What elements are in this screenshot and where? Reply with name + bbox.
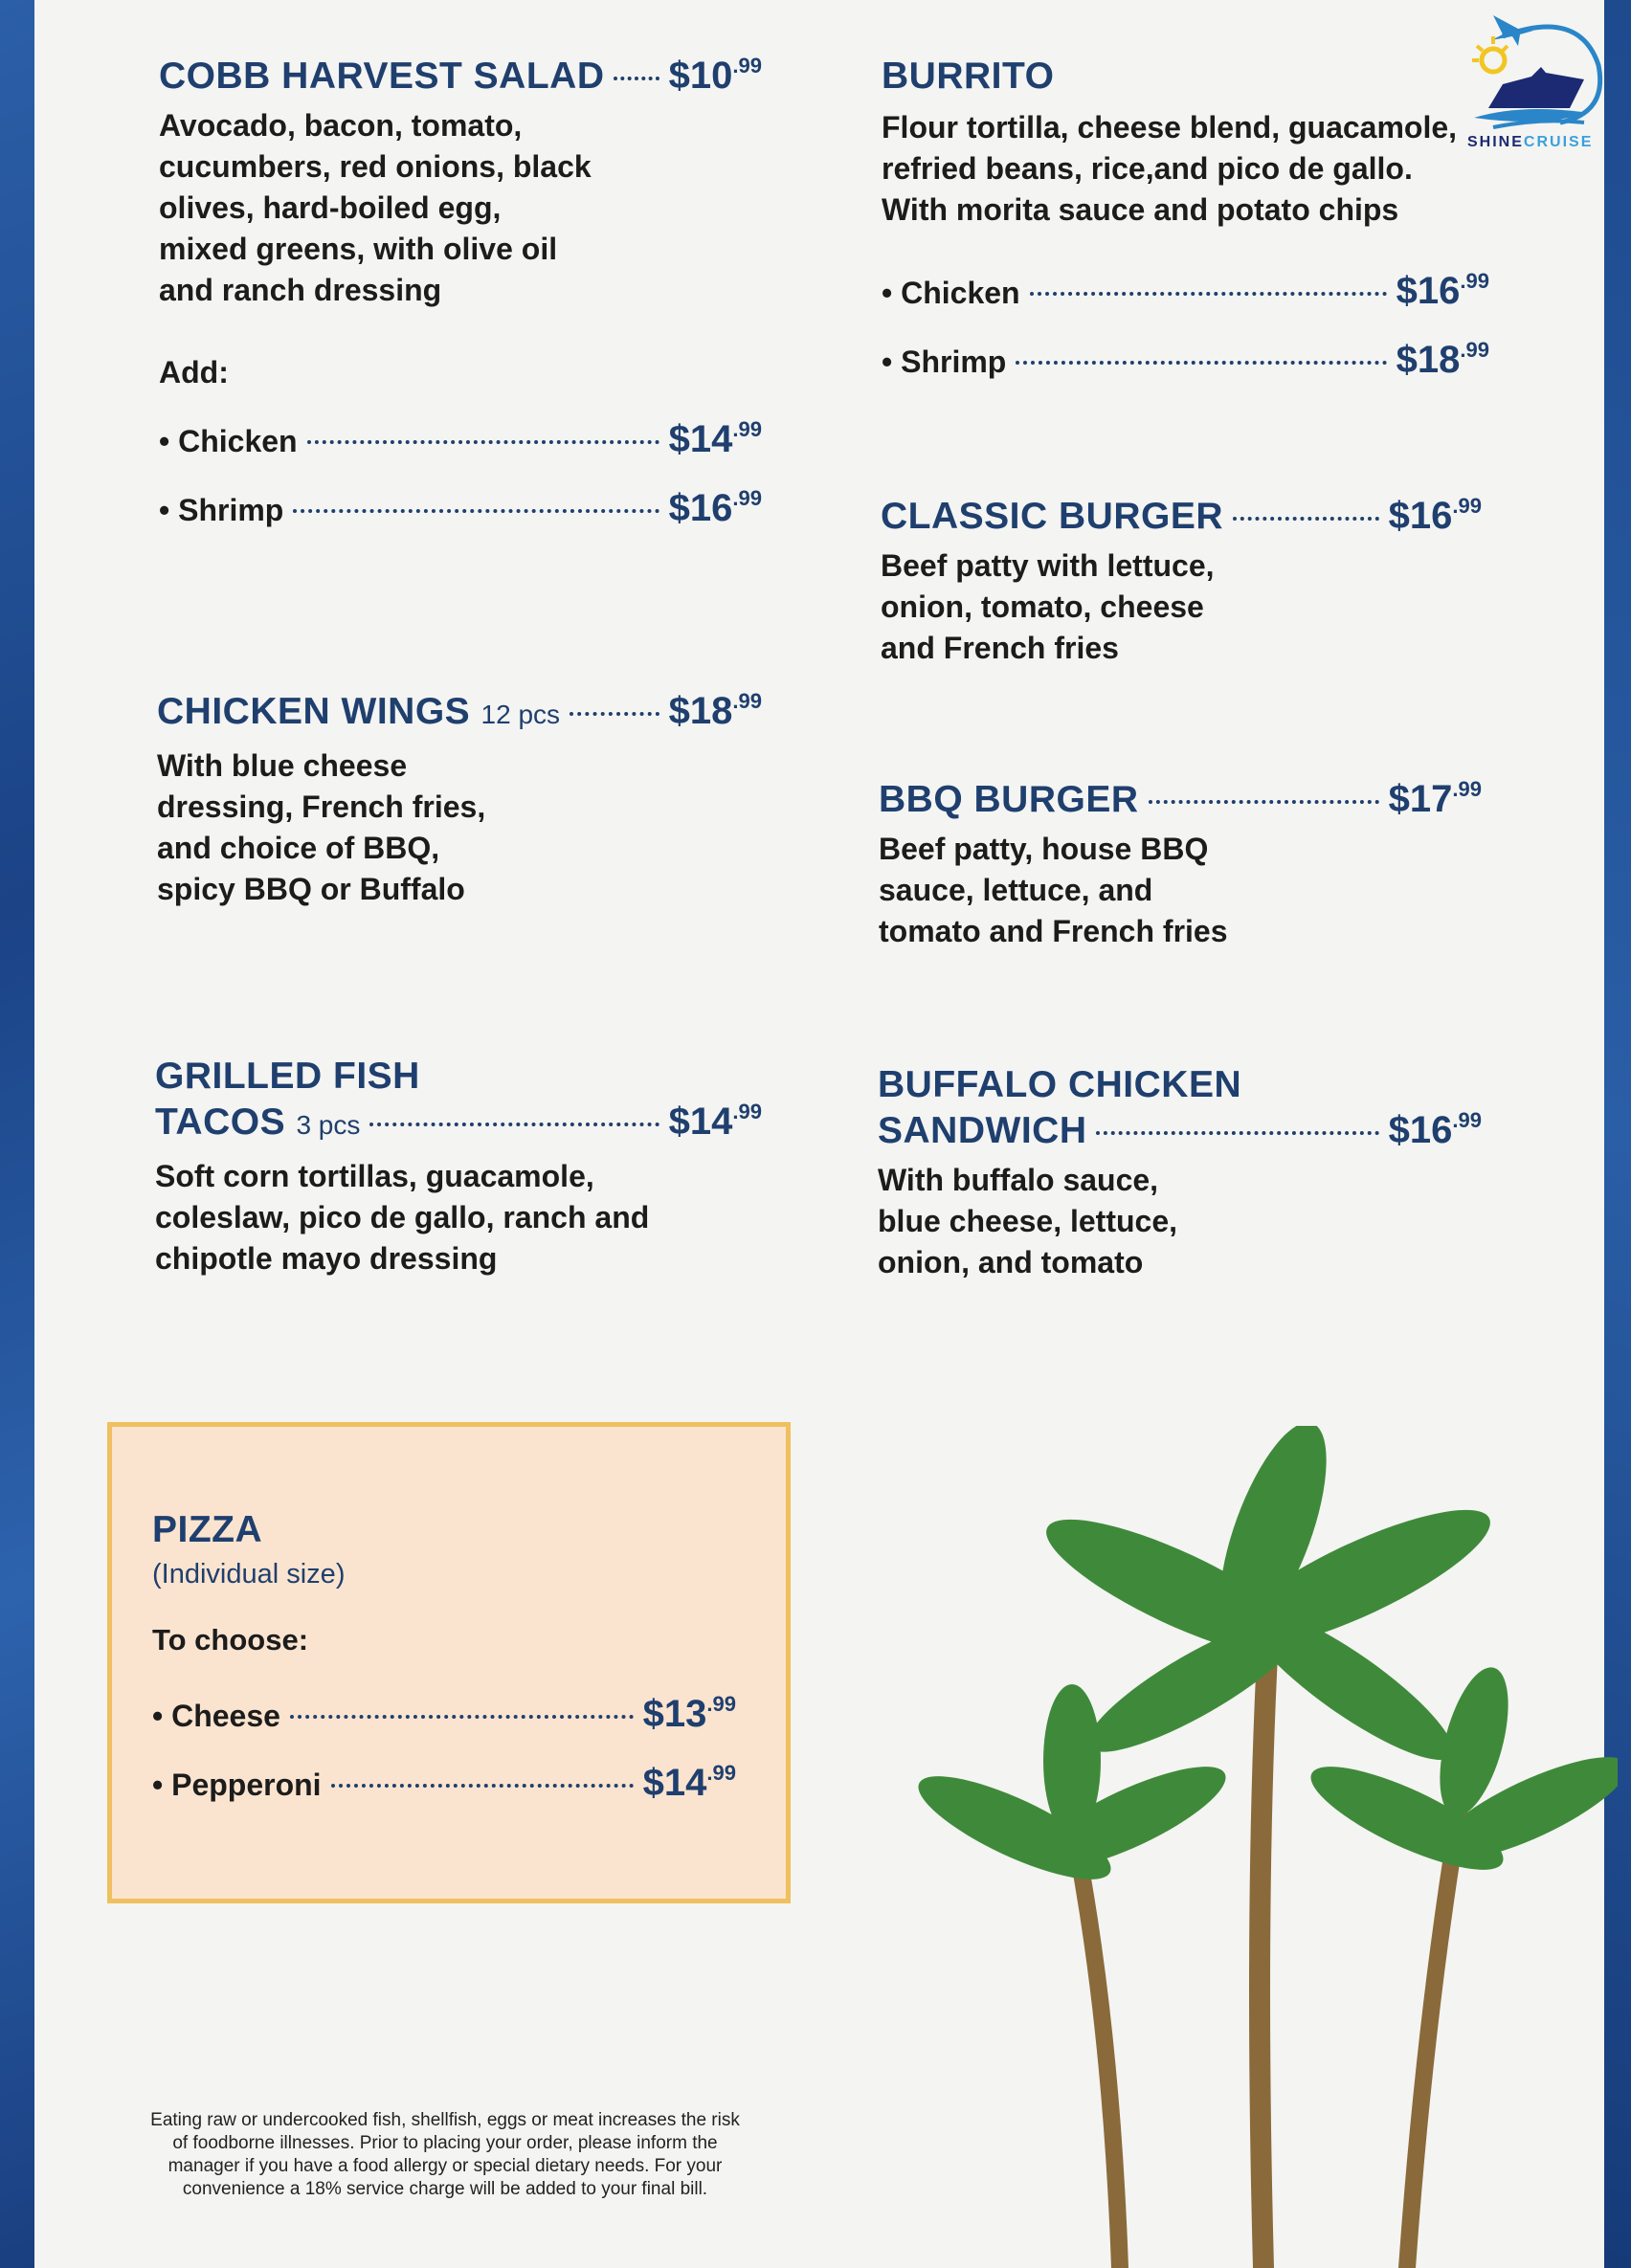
option-row bbox=[159, 486, 762, 530]
leader-dots bbox=[293, 509, 659, 513]
menu-item-buffalo-sandwich bbox=[878, 1062, 1482, 1283]
item-price: $\$13^{.99}$ bbox=[642, 1692, 736, 1735]
leader-dots bbox=[570, 712, 659, 716]
item-description: With buffalo sauce, blue cheese, lettuce, onion, and tomato bbox=[878, 1163, 1178, 1279]
item-description: Beef patty with lettuce, onion, tomato, cheese and French fries bbox=[881, 548, 1215, 665]
option-row bbox=[152, 1761, 736, 1805]
item-price: $\$10^{.99}$ bbox=[668, 54, 762, 97]
option-row bbox=[882, 269, 1489, 313]
menu-item-chicken-wings bbox=[157, 689, 762, 910]
option-label: • Cheese bbox=[152, 1699, 280, 1733]
item-price: $\$16^{.99}$ bbox=[668, 486, 762, 529]
item-price: $\$14^{.99}$ bbox=[668, 417, 762, 460]
item-title: GRILLED FISH bbox=[155, 1056, 420, 1097]
item-description: Beef patty, house BBQ sauce, lettuce, and tomato and French fries bbox=[879, 832, 1228, 948]
pizza-box bbox=[107, 1422, 791, 1903]
price-cents: .99 bbox=[732, 54, 762, 78]
item-title: PIZZA bbox=[152, 1509, 263, 1550]
leader-dots bbox=[1149, 800, 1379, 804]
price-cents: .99 bbox=[1452, 1108, 1482, 1132]
price-cents: .99 bbox=[1452, 777, 1482, 801]
item-description: Flour tortilla, cheese blend, guacamole, refried beans, rice,and pico de gallo. With morita sauce and potato chips bbox=[882, 110, 1458, 227]
option-label: • Chicken bbox=[159, 424, 298, 458]
leader-dots bbox=[1233, 517, 1379, 521]
price-cents: .99 bbox=[1460, 338, 1489, 362]
menu-item-fish-tacos bbox=[155, 1054, 762, 1279]
option-label: • Shrimp bbox=[882, 345, 1007, 379]
option-row bbox=[159, 417, 762, 461]
item-title: TACOS 3 pcs bbox=[155, 1101, 361, 1143]
palm-trees-illustration bbox=[890, 1426, 1618, 2268]
item-description: Avocado, bacon, tomato, cucumbers, red onions, black olives, hard-boiled egg, mixed greens, with olive oil and ranch dressing bbox=[159, 108, 592, 307]
menu-item-classic-burger bbox=[881, 494, 1482, 669]
item-title: BBQ BURGER bbox=[879, 779, 1139, 820]
brand-name: SHINECRUISE bbox=[1467, 134, 1594, 150]
item-title: COBB HARVEST SALAD bbox=[159, 56, 605, 97]
option-label: • Chicken bbox=[882, 276, 1020, 310]
price-cents: .99 bbox=[1460, 269, 1489, 293]
option-row bbox=[152, 1692, 736, 1736]
leader-dots bbox=[1016, 361, 1386, 365]
price-cents: .99 bbox=[732, 1100, 762, 1123]
item-price: $\$16^{.99}$ bbox=[1388, 1108, 1482, 1151]
leader-dots bbox=[1096, 1131, 1378, 1135]
option-label: • Shrimp bbox=[159, 493, 284, 527]
leader-dots bbox=[290, 1715, 634, 1719]
leader-dots bbox=[307, 440, 659, 444]
item-description: Soft corn tortillas, guacamole, coleslaw, pico de gallo, ranch and chipotle mayo dressing bbox=[155, 1159, 650, 1276]
leader-dots bbox=[369, 1123, 659, 1126]
price-cents: .99 bbox=[732, 486, 762, 510]
item-price: $\$16^{.99}$ bbox=[1388, 494, 1482, 537]
item-price: $\$18^{.99}$ bbox=[1396, 338, 1489, 381]
item-price: $\$14^{.99}$ bbox=[642, 1761, 736, 1804]
price-cents: .99 bbox=[1452, 494, 1482, 518]
item-title: BURRITO bbox=[882, 56, 1055, 97]
item-title: CLASSIC BURGER bbox=[881, 496, 1224, 537]
item-title: BUFFALO CHICKEN bbox=[878, 1064, 1242, 1105]
price-cents: .99 bbox=[706, 1692, 736, 1716]
price-cents: .99 bbox=[732, 689, 762, 713]
allergy-disclaimer: Eating raw or undercooked fish, shellfish, eggs or meat increases the risk of foodborne illnesses. Prior to placing your order, please inform the manager if you have a food allergy or special dietary needs. For your convenience a 18% service charge will be added to your final bill. bbox=[150, 2110, 740, 2199]
item-subtitle: (Individual size) bbox=[152, 1559, 346, 1590]
choose-label: To choose: bbox=[152, 1623, 309, 1657]
item-price: $\$17^{.99}$ bbox=[1388, 777, 1482, 820]
item-title: CHICKEN WINGS 12 pcs bbox=[157, 691, 561, 732]
item-title: SANDWICH bbox=[878, 1110, 1087, 1151]
price-cents: .99 bbox=[706, 1761, 736, 1785]
item-price: $\$18^{.99}$ bbox=[668, 689, 762, 732]
item-price: $\$16^{.99}$ bbox=[1396, 269, 1489, 312]
option-label: • Pepperoni bbox=[152, 1768, 322, 1802]
option-row bbox=[882, 338, 1489, 382]
item-description: With blue cheese dressing, French fries, and choice of BBQ, spicy BBQ or Buffalo bbox=[157, 748, 486, 906]
menu-item-cobb-salad bbox=[159, 54, 762, 530]
leader-dots bbox=[614, 77, 659, 80]
menu-item-burrito bbox=[882, 54, 1494, 382]
add-label: Add: bbox=[159, 355, 229, 389]
leader-dots bbox=[1030, 292, 1387, 296]
menu-item-bbq-burger bbox=[879, 777, 1482, 952]
leader-dots bbox=[331, 1784, 634, 1788]
price-cents: .99 bbox=[732, 417, 762, 441]
left-decorative-border bbox=[0, 0, 34, 2268]
item-price: $\$14^{.99}$ bbox=[668, 1100, 762, 1143]
